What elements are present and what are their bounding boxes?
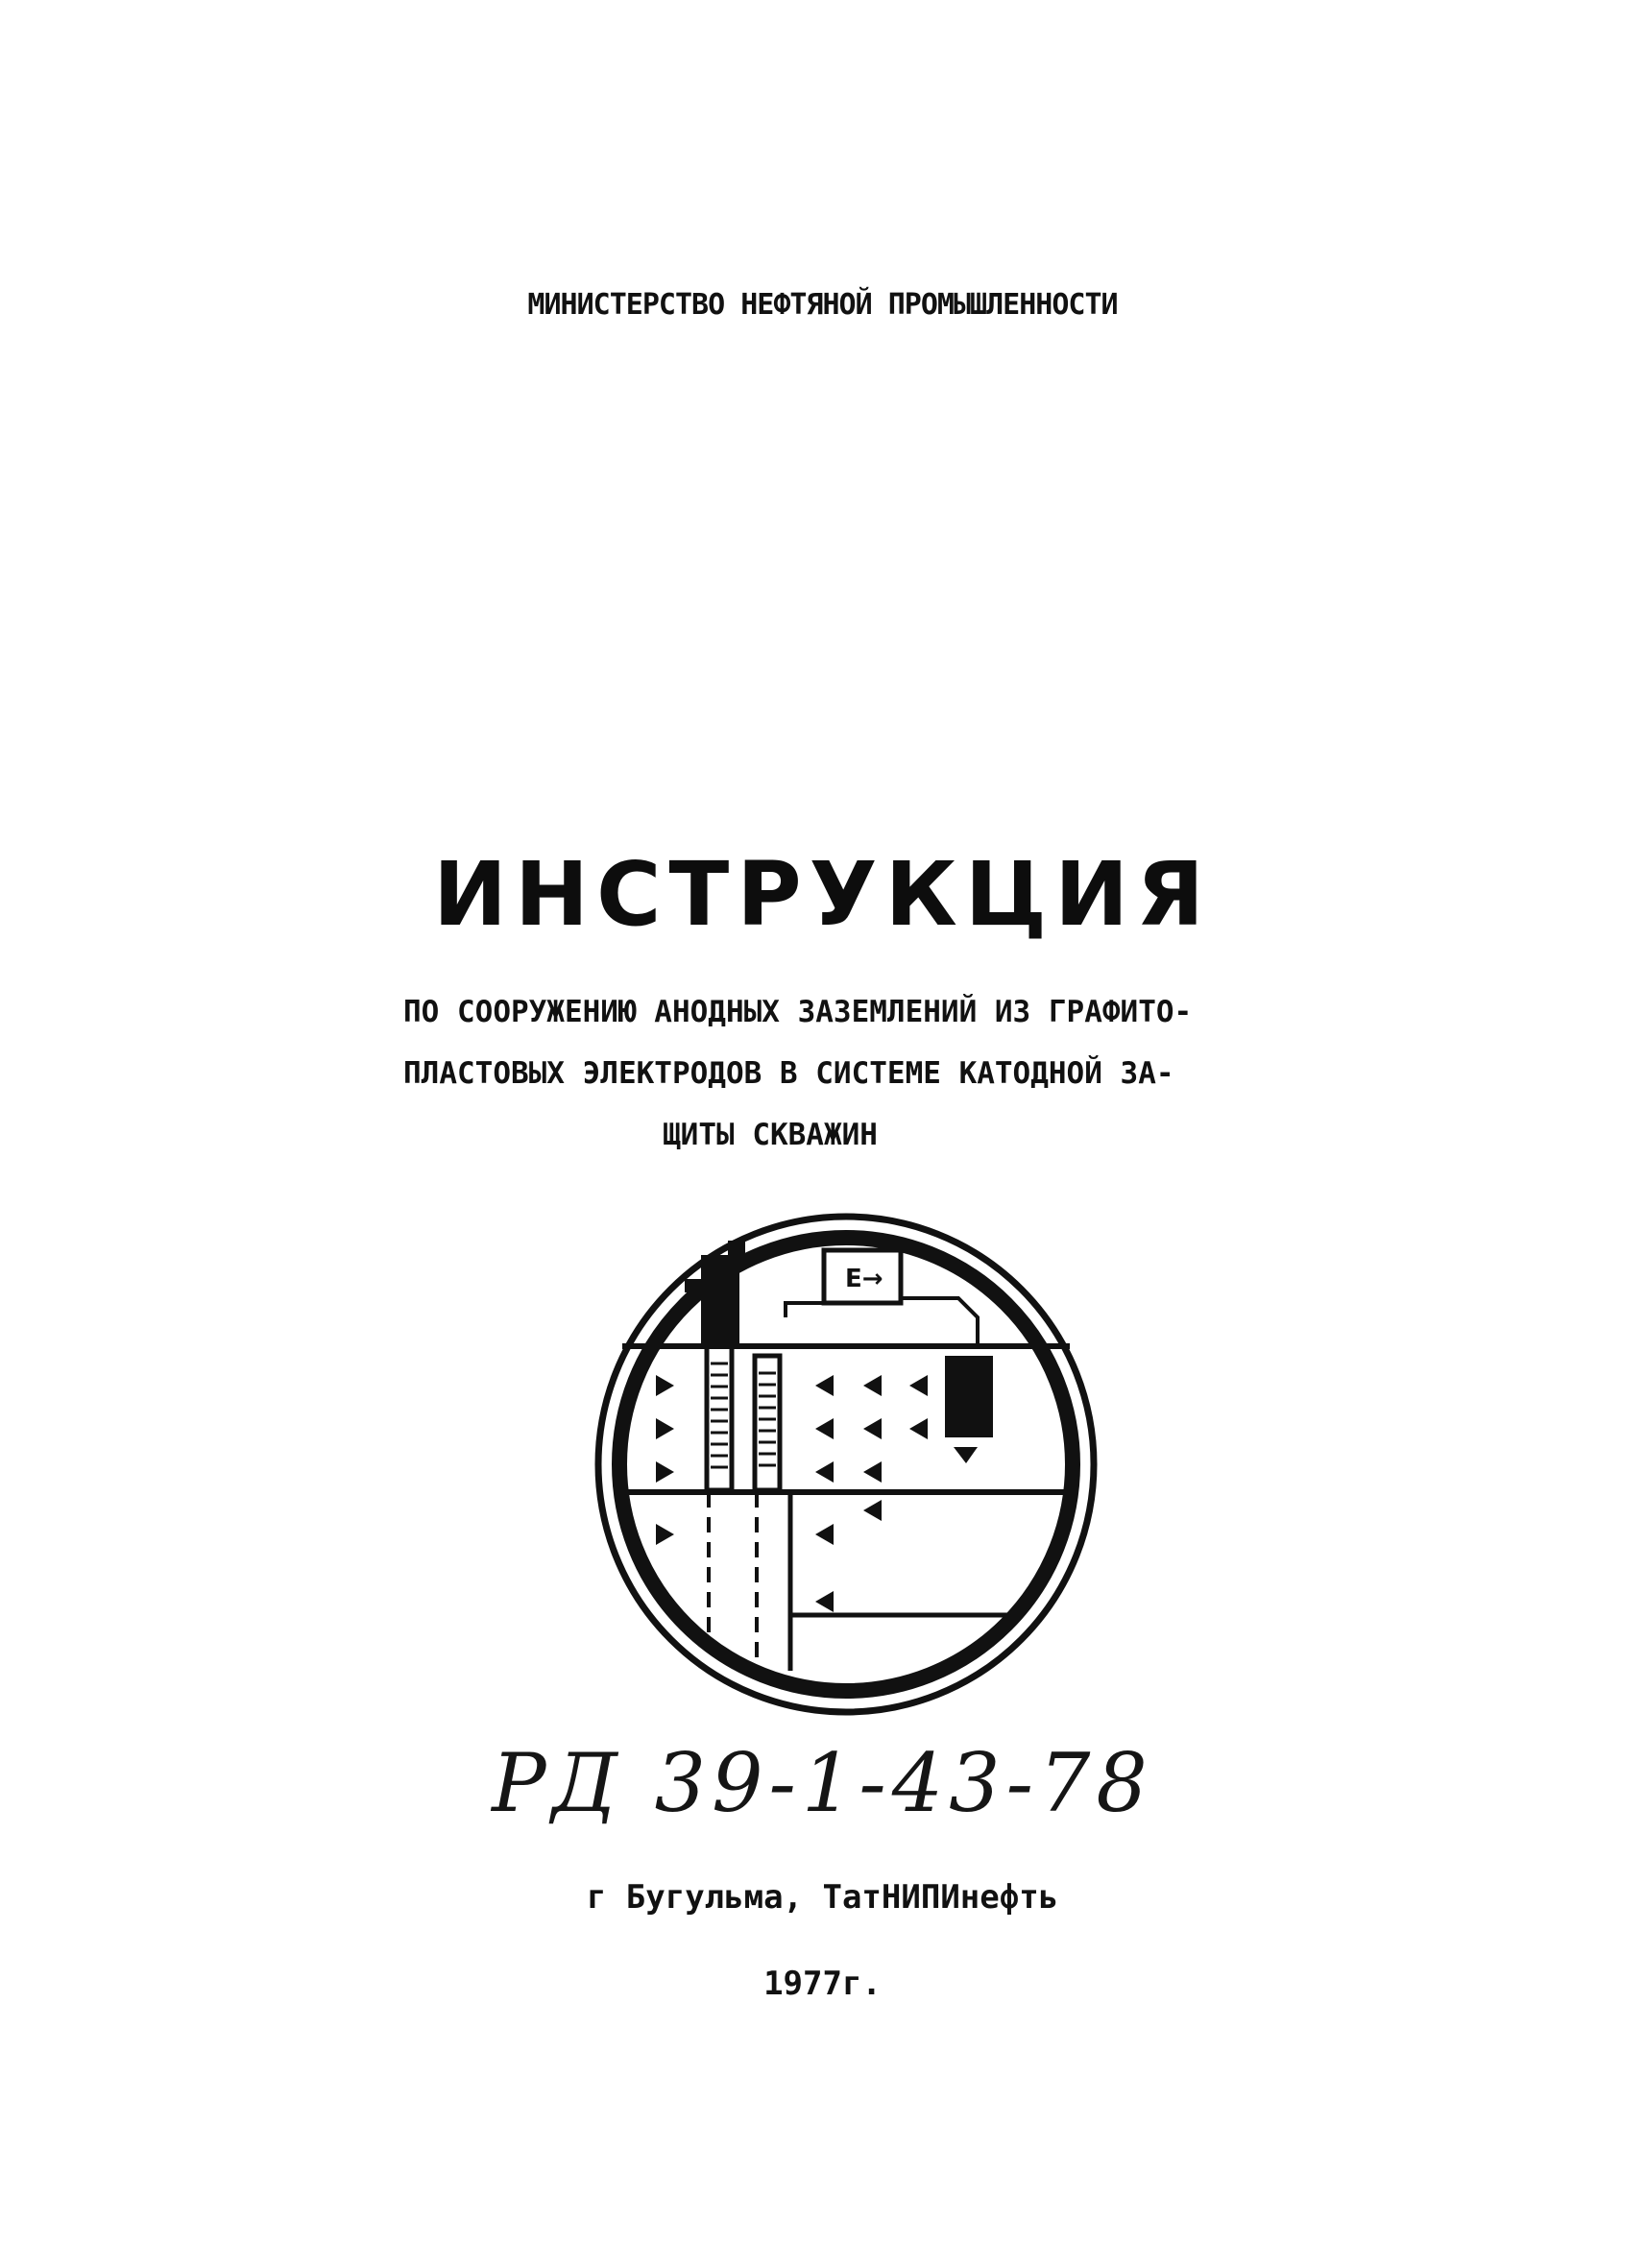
svg-text:E→: E→: [845, 1265, 883, 1293]
ministry-heading: МИНИСТЕРСТВО НЕФТЯНОЙ ПРОМЫШЛЕННОСТИ: [527, 288, 1118, 322]
document-subtitle: [403, 981, 1268, 1166]
document-title: ИНСТРУКЦИЯ: [432, 843, 1212, 946]
subtitle-line-2: ПЛАСТОВЫХ ЭЛЕКТРОДОВ В СИСТЕМЕ КАТОДНОЙ ЗА-: [403, 1056, 1174, 1091]
publication-place: г Бугульма, ТатНИПИнефть: [586, 1878, 1059, 1917]
document-number: РД 39-1-43-78: [492, 1736, 1153, 1830]
circular-well-emblem-icon: [593, 1212, 1099, 1717]
subtitle-line-3: ЩИТЫ СКВАЖИН: [663, 1118, 878, 1152]
publication-year: 1977г.: [763, 1965, 882, 2003]
subtitle-line-1: ПО СООРУЖЕНИЮ АНОДНЫХ ЗАЗЕМЛЕНИЙ ИЗ ГРАФИТО-: [403, 995, 1193, 1029]
